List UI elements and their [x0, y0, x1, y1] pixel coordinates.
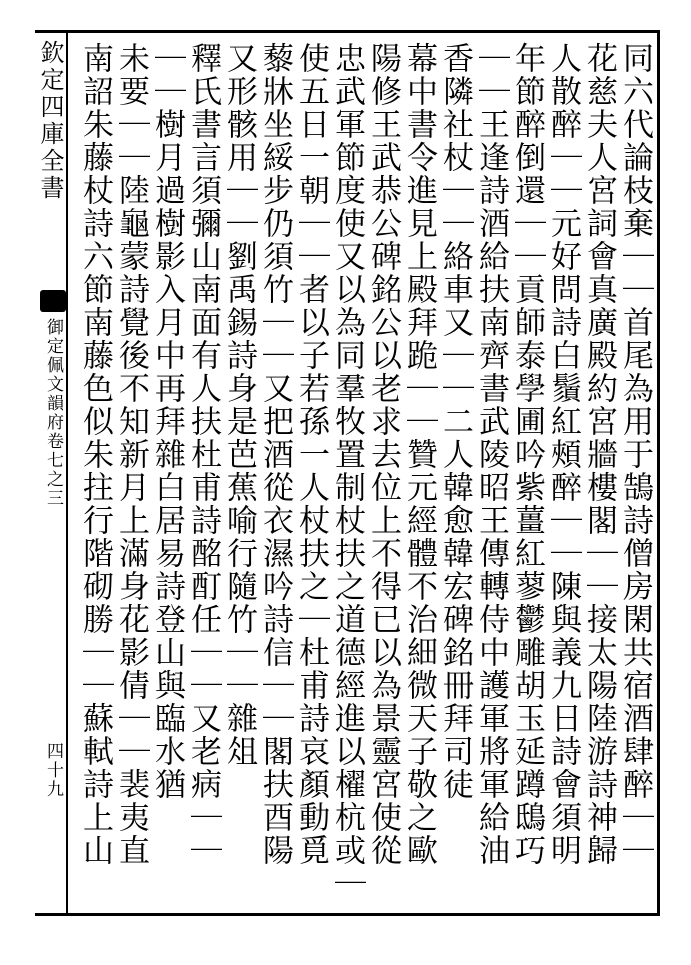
text-column: 花慈夫人宮詞會真廣殿約宮牆樓閣｜｜接太陽陸游詩神歸: [581, 42, 617, 867]
text-column: 南詔朱藤杖詩六節南藤色似朱拄行階砌勝｜｜蘇軾詩上山: [77, 42, 113, 867]
text-column: 陽修王武恭公碑銘公以老求去位上不得已以為景靈宮使從: [365, 42, 401, 867]
margin-title: 欽定四庫全書: [36, 40, 64, 202]
page-number: 四十九: [43, 742, 63, 799]
margin-subtitle: 御定佩文韻府卷七之三: [43, 318, 63, 508]
outer-border-top: [35, 30, 660, 33]
text-column: 使五日一朝｜｜者以子若孫一人杖扶之｜杜甫詩哀顏動覓: [293, 42, 329, 867]
text-column: 未要｜｜陸龜蒙詩覺後不知新月上滿身花影倩｜｜裴夷直: [113, 42, 149, 867]
text-column: ｜｜王逢詩酒給扶南齊書武陵昭王傳轉侍中護軍將軍給油: [473, 42, 509, 867]
fishtail-mark: [40, 290, 66, 312]
outer-border-bottom: [35, 913, 660, 916]
outer-border-right: [657, 30, 660, 916]
text-column: 又形骸用｜｜劉禹錫詩身是芭蕉喻行隨竹｜｜雜俎: [221, 42, 257, 768]
text-column: 年節醉倒還｜｜貢師泰學圃吟紫薑紅蓼鬱雕胡玉延蹲鴟巧: [509, 42, 545, 867]
text-column: 人散醉｜｜元好問詩白鬚紅頰醉｜｜陳與義九日詩會須明: [545, 42, 581, 867]
text-column: ｜｜樹月過樹影入月中再拜雜白居易詩登山與臨水猶: [149, 42, 185, 801]
text-column: 釋氏書言須彌山南面有人扶杜甫詩酩酊任｜｜又老病｜｜: [185, 42, 221, 867]
text-column: 忠武軍節度使又以為同羣牧置制杖扶之道德經進以櫂杭或｜: [329, 42, 365, 900]
text-column: 幕中書令進見上殿拜跪｜｜贊元經體不治細微天子敬之歐: [401, 42, 437, 867]
text-column: 同六代論枝棄｜｜首尾為用于鵠詩僧房閑共宿酒肆醉｜｜: [617, 42, 653, 867]
margin-divider: [66, 30, 68, 916]
text-column: 藜牀坐綏步仍須竹｜｜又把酒從衣濕吟詩信｜｜閣扶酉陽: [257, 42, 293, 867]
text-column: 香隣社杖｜｜絡車又｜｜二人韓愈韓宏碑銘冊拜司徒: [437, 42, 473, 801]
